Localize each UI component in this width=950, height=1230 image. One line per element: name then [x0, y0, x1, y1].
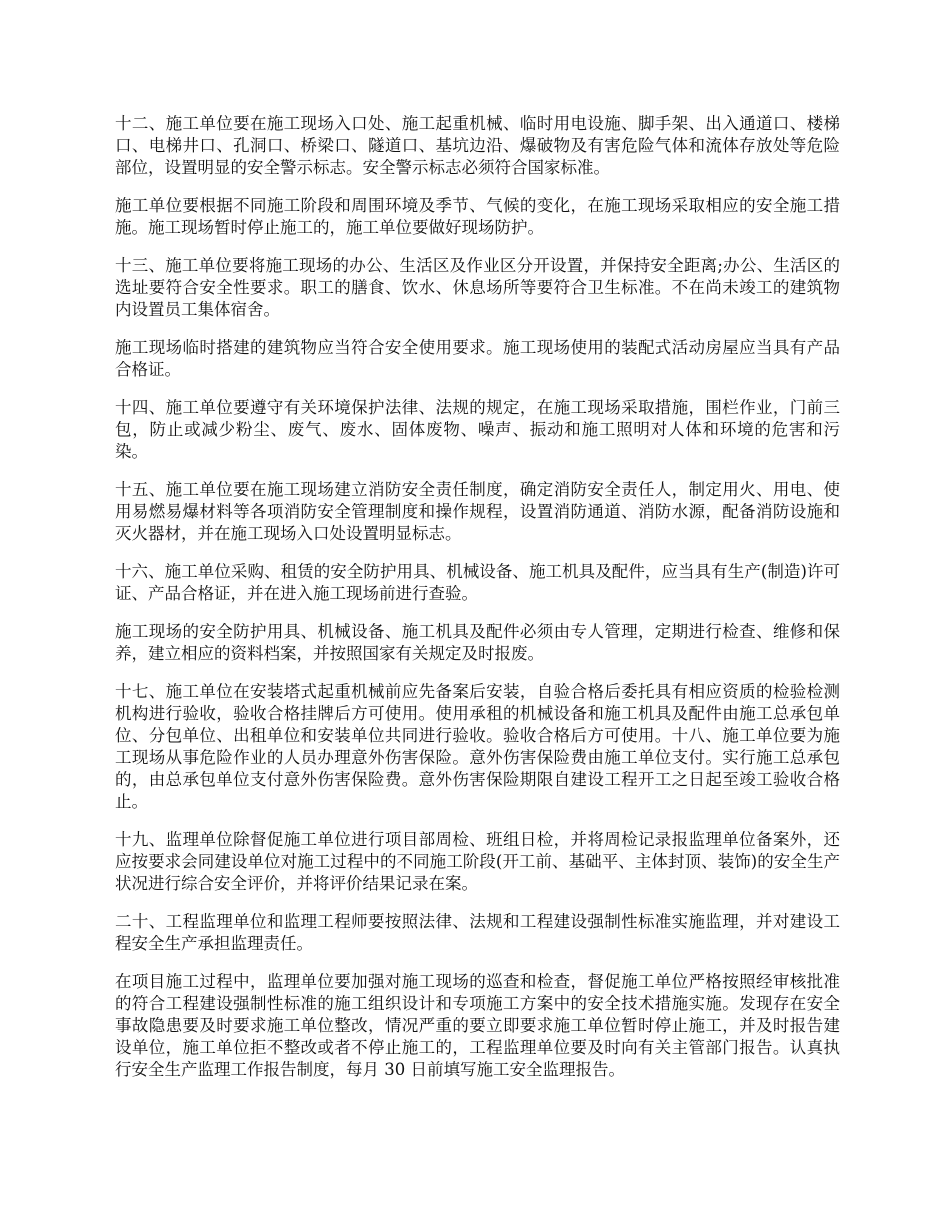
paragraph-12: 在项目施工过程中，监理单位要加强对施工现场的巡查和检查，督促施工单位严格按照经审核批准的符合工程建设强制性标准的施工组织设计和专项施工方案中的安全技术措施实施。发现存在安全事故隐患要及时要求施工单位整改，情况严重的要立即要求施工单位暂时停止施工，并及时报告建设单位，施工单位拒不整改或者不停止施工的，工程监理单位要及时向有关主管部门报告。认真执行安全生产监理工作报告制度，每月 30 日前填写施工安全监理报告。	[115, 972, 840, 1079]
paragraph-11: 二十、工程监理单位和监理工程师要按照法律、法规和工程建设强制性标准实施监理，并对建设工程安全生产承担监理责任。	[115, 912, 840, 953]
paragraph-2: 施工单位要根据不同施工阶段和周围环境及季节、气候的变化，在施工现场采取相应的安全施工措施。施工现场暂时停止施工的，施工单位要做好现场防护。	[115, 196, 840, 237]
document-body	[115, 113, 840, 1097]
paragraph-1: 十二、施工单位要在施工现场入口处、施工起重机械、临时用电设施、脚手架、出入通道口、楼梯口、电梯井口、孔洞口、桥梁口、隧道口、基坑边沿、爆破物及有害危险气体和流体存放处等危险部位，设置明显的安全警示标志。安全警示标志必须符合国家标准。	[115, 114, 840, 177]
paragraph-9: 十七、施工单位在安装塔式起重机械前应先备案后安装，自验合格后委托具有相应资质的检验检测机构进行验收，验收合格挂牌后方可使用。使用承租的机械设备和施工机具及配件由施工总承包单位、分包单位、出租单位和安装单位共同进行验收。验收合格后方可使用。十八、施工单位要为施工现场从事危险作业的人员办理意外伤害保险。意外伤害保险费由施工单位支付。实行施工总承包的，由总承包单位支付意外伤害保险费。意外伤害保险期限自建设工程开工之日起至竣工验收合格止。	[115, 682, 840, 811]
paragraph-10: 十九、监理单位除督促施工单位进行项目部周检、班组日检，并将周检记录报监理单位备案外，还应按要求会同建设单位对施工过程中的不同施工阶段(开工前、基础平、主体封顶、装饰)的安全生产状况进行综合安全评价，并将评价结果记录在案。	[115, 830, 840, 893]
paragraph-6: 十五、施工单位要在施工现场建立消防安全责任制度，确定消防安全责任人，制定用火、用电、使用易燃易爆材料等各项消防安全管理制度和操作规程，设置消防通道、消防水源，配备消防设施和灭火器材，并在施工现场入口处设置明显标志。	[115, 480, 840, 543]
paragraph-5: 十四、施工单位要遵守有关环境保护法律、法规的规定，在施工现场采取措施，围栏作业，门前三包，防止或减少粉尘、废气、废水、固体废物、噪声、振动和施工照明对人体和环境的危害和污染。	[115, 398, 840, 461]
paragraph-7: 十六、施工单位采购、租赁的安全防护用具、机械设备、施工机具及配件，应当具有生产(制造)许可证、产品合格证，并在进入施工现场前进行查验。	[115, 562, 840, 603]
paragraph-4: 施工现场临时搭建的建筑物应当符合安全使用要求。施工现场使用的装配式活动房屋应当具有产品合格证。	[115, 338, 840, 379]
paragraph-8: 施工现场的安全防护用具、机械设备、施工机具及配件必须由专人管理，定期进行检查、维修和保养，建立相应的资料档案，并按照国家有关规定及时报废。	[115, 622, 840, 663]
paragraph-3: 十三、施工单位要将施工现场的办公、生活区及作业区分开设置，并保持安全距离;办公、生活区的选址要符合安全性要求。职工的膳食、饮水、休息场所等要符合卫生标准。不在尚未竣工的建筑物内设置员工集体宿舍。	[115, 256, 840, 319]
